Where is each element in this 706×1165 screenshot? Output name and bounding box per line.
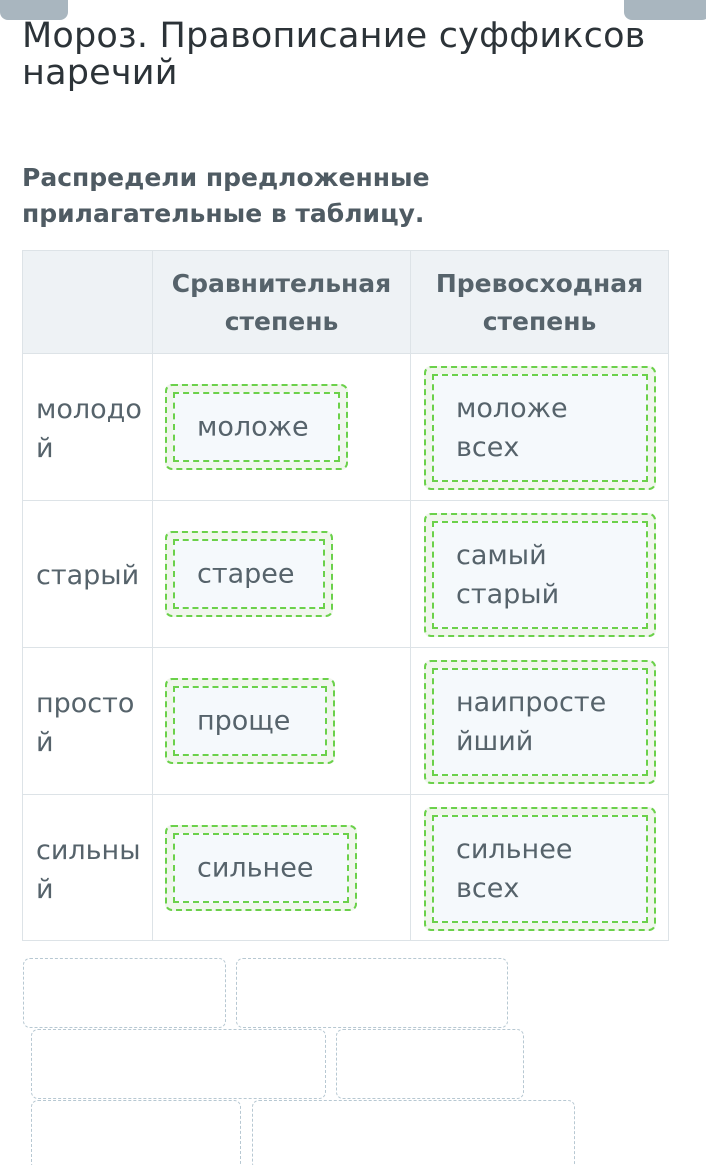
answer-chip-text: сильнее всех: [456, 834, 573, 904]
row-label-cell: [22, 353, 153, 501]
answer-chip[interactable]: [424, 366, 656, 490]
header-comparative-label: Сравнительная степень: [171, 269, 392, 336]
row-label-cell: [22, 647, 153, 795]
word-bank-slot[interactable]: [23, 958, 226, 1028]
drop-cell[interactable]: [410, 647, 669, 795]
drop-cell[interactable]: [152, 353, 411, 501]
word-bank-slot[interactable]: [31, 1029, 326, 1099]
page-title: Мороз. Правописание суффиксов наречий: [22, 16, 646, 93]
header-superlative-label: Превосходная степень: [435, 269, 644, 336]
answer-chip-text: моложе: [197, 411, 309, 443]
word-bank-slot[interactable]: [336, 1029, 524, 1099]
word-bank-slot[interactable]: [236, 958, 508, 1028]
word-bank-slot[interactable]: [31, 1100, 241, 1165]
row-label-cell: [22, 794, 153, 941]
answer-chip[interactable]: [424, 513, 656, 637]
row-label-cell: [22, 500, 153, 648]
answer-chip[interactable]: [165, 678, 335, 764]
header-empty-cell: [22, 250, 153, 354]
answer-chip-text: наипростейший: [456, 687, 607, 757]
word-bank-slot[interactable]: [252, 1100, 575, 1165]
answer-chip[interactable]: [424, 660, 656, 784]
row-label: простой: [36, 688, 135, 758]
drop-cell[interactable]: [152, 794, 411, 941]
header-superlative: [410, 250, 669, 354]
answer-chip-text: сильнее: [197, 852, 314, 884]
header-comparative: [152, 250, 411, 354]
answer-chip[interactable]: [165, 384, 348, 470]
answer-chip[interactable]: [165, 531, 333, 617]
answer-chip-text: моложе всех: [456, 393, 568, 463]
task-instruction: Распредели предложенные прилагательные в таблицу.: [22, 163, 430, 228]
answer-chip-text: проще: [197, 705, 291, 737]
row-label: старый: [36, 560, 140, 591]
answer-table: [22, 250, 669, 941]
answer-chip-text: самый старый: [456, 540, 560, 610]
drop-cell[interactable]: [410, 500, 669, 648]
answer-chip-text: старее: [197, 558, 295, 590]
drop-cell[interactable]: [152, 500, 411, 648]
answer-chip[interactable]: [424, 807, 656, 931]
row-label: молодой: [36, 394, 142, 464]
drop-cell[interactable]: [410, 353, 669, 501]
row-label: сильный: [36, 835, 141, 905]
drop-cell[interactable]: [152, 647, 411, 795]
answer-chip[interactable]: [165, 825, 357, 911]
drop-cell[interactable]: [410, 794, 669, 941]
